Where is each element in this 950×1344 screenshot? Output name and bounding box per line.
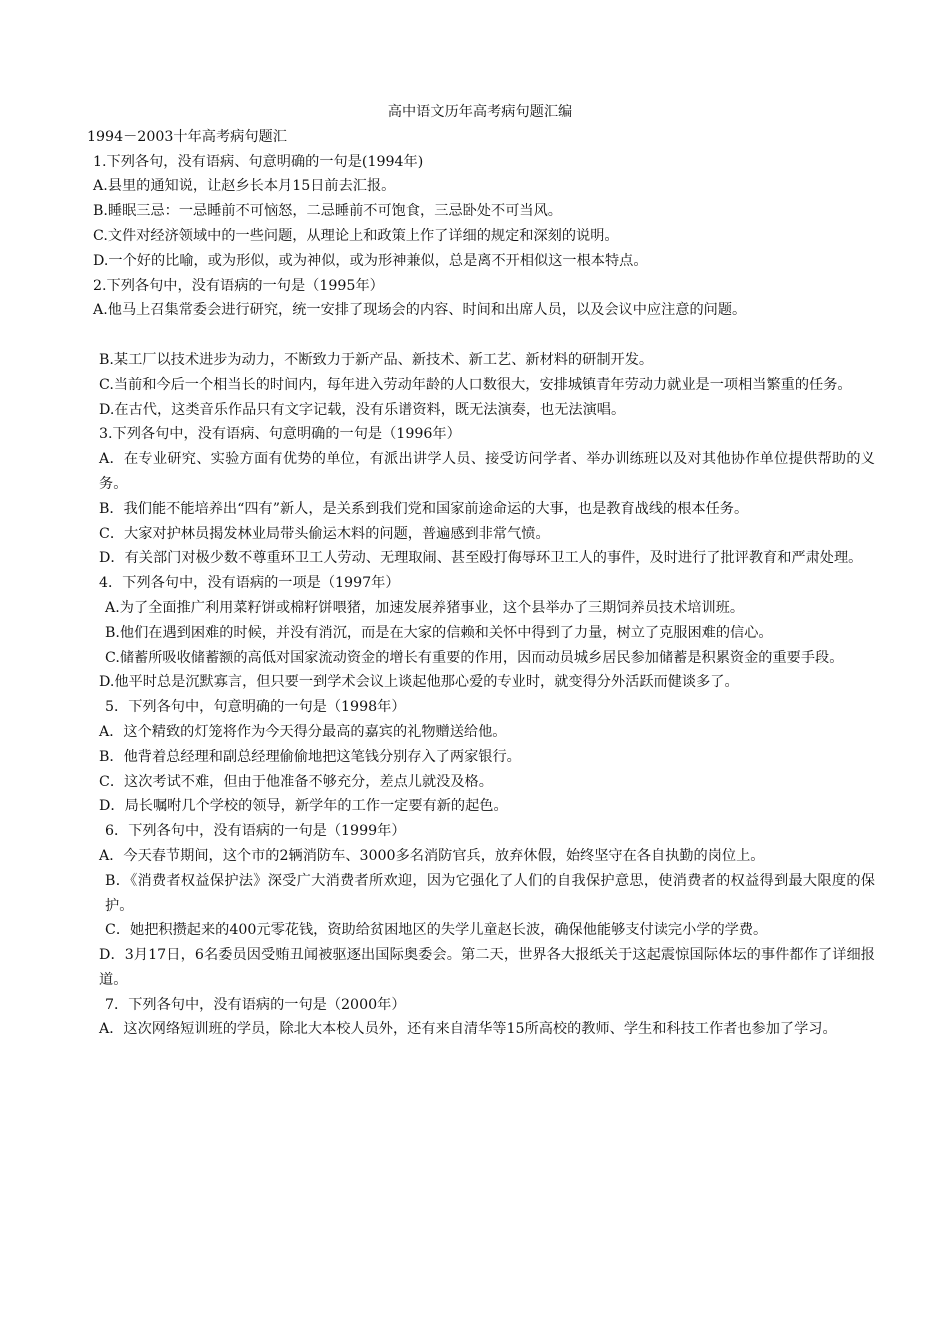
question-5-option-d: D．局长嘱咐几个学校的领导，新学年的工作一定要有新的起色。 — [99, 798, 508, 815]
blank-line — [85, 323, 875, 348]
question-2-option-a: A.他马上召集常委会进行研究，统一安排了现场会的内容、时间和出席人员，以及会议中应注意的问题。 — [93, 302, 747, 319]
question-3-option-a: A．在专业研究、实验方面有优势的单位，有派出讲学人员、接受访问学者、举办训练班以及对其他协作单位提供帮助的义务。 — [99, 451, 875, 492]
question-3-option-b: B．我们能不能培养出“四有”新人，是关系到我们党和国家前途命运的大事，也是教育战线的根本任务。 — [99, 500, 749, 517]
question-5-option-a: A．这个精致的灯笼将作为今天得分最高的嘉宾的礼物赠送给他。 — [99, 723, 507, 740]
question-6-option-d: D．3月17日，6名委员因受贿丑闻被驱逐出国际奥委会。第二天，世界各大报纸关于这起震惊国际体坛的事件都作了详细报道。 — [99, 947, 875, 988]
question-4-option-a: A.为了全面推广利用菜籽饼或棉籽饼喂猪，加速发展养猪事业，这个县举办了三期饲养员技术培训班。 — [105, 599, 745, 616]
question-4-stem: 4．下列各句中，没有语病的一项是（1997年） — [99, 575, 400, 592]
question-3-option-d: D．有关部门对极少数不尊重环卫工人劳动、无理取闹、甚至殴打侮辱环卫工人的事件，及时进行了批评教育和严肃处理。 — [99, 550, 863, 567]
question-1-option-b: B.睡眠三忌：一忌睡前不可恼怒，二忌睡前不可饱食，三忌卧处不可当风。 — [93, 203, 562, 220]
question-6-option-a: A．今天春节期间，这个市的2辆消防车、3000多名消防官兵，放弃休假，始终坚守在各自执勤的岗位上。 — [99, 847, 765, 864]
question-3-option-c: C．大家对护林员揭发林业局带头偷运木料的问题，普遍感到非常气愤。 — [99, 525, 550, 542]
question-7-stem: 7．下列各句中，没有语病的一句是（2000年） — [105, 996, 406, 1013]
question-2-option-b: B.某工厂以技术进步为动力，不断致力于新产品、新技术、新工艺、新材料的研制开发。 — [99, 351, 654, 368]
question-4-option-d: D.他平时总是沉默寡言，但只要一到学术会议上谈起他那心爱的专业时，就变得分外活跃而健谈多了。 — [99, 674, 739, 691]
question-2-option-d: D.在古代，这类音乐作品只有文字记载，没有乐谱资料，既无法演奏，也无法演唱。 — [99, 401, 626, 418]
question-1-stem: 1.下列各句，没有语病、句意明确的一句是(1994年) — [93, 153, 424, 170]
document-page — [85, 100, 875, 1042]
question-4-option-c: C.储蓄所吸收储蓄额的高低对国家流动资金的增长有重要的作用，因而动员城乡居民参加储蓄是积累资金的重要手段。 — [105, 649, 844, 666]
question-6-option-c: C．她把积攒起来的400元零花钱，资助给贫困地区的失学儿童赵长波，确保他能够支付读完小学的学费。 — [105, 922, 768, 939]
question-6-stem: 6．下列各句中，没有语病的一句是（1999年） — [105, 823, 406, 840]
document-title: 高中语文历年高考病句题汇编 — [387, 104, 573, 120]
question-2-stem: 2.下列各句中，没有语病的一句是（1995年） — [93, 277, 384, 294]
question-3-stem: 3.下列各句中，没有语病、句意明确的一句是（1996年） — [99, 426, 461, 443]
question-5-option-b: B．他背着总经理和副总经理偷偷地把这笔钱分别存入了两家银行。 — [99, 748, 521, 765]
question-5-stem: 5．下列各句中，句意明确的一句是（1998年） — [105, 699, 406, 716]
question-1-option-a: A.县里的通知说，让赵乡长本月15日前去汇报。 — [93, 178, 396, 195]
question-4-option-b: B.他们在遇到困难的时候，并没有消沉，而是在大家的信赖和关怀中得到了力量，树立了克服困难的信心。 — [105, 624, 773, 641]
document-subtitle: 1994－2003十年高考病句题汇 — [87, 128, 287, 145]
question-1-option-d: D.一个好的比喻，或为形似，或为神似，或为形神兼似，总是离不开相似这一根本特点。 — [93, 252, 648, 269]
question-6-option-b: B．《消费者权益保护法》深受广大消费者所欢迎，因为它强化了人们的自我保护意思，使消费者的权益得到最大限度的保护。 — [105, 872, 875, 914]
question-7-option-a: A．这次网络短训班的学员，除北大本校人员外，还有来自清华等15所高校的教师、学生和科技工作者也参加了学习。 — [99, 1021, 837, 1038]
question-5-option-c: C．这次考试不难，但由于他准备不够充分，差点儿就没及格。 — [99, 773, 493, 790]
question-1-option-c: C.文件对经济领域中的一些问题，从理论上和政策上作了详细的规定和深刻的说明。 — [93, 227, 619, 244]
question-2-option-c: C.当前和今后一个相当长的时间内，每年进入劳动年龄的人口数很大，安排城镇青年劳动力就业是一项相当繁重的任务。 — [99, 376, 852, 393]
